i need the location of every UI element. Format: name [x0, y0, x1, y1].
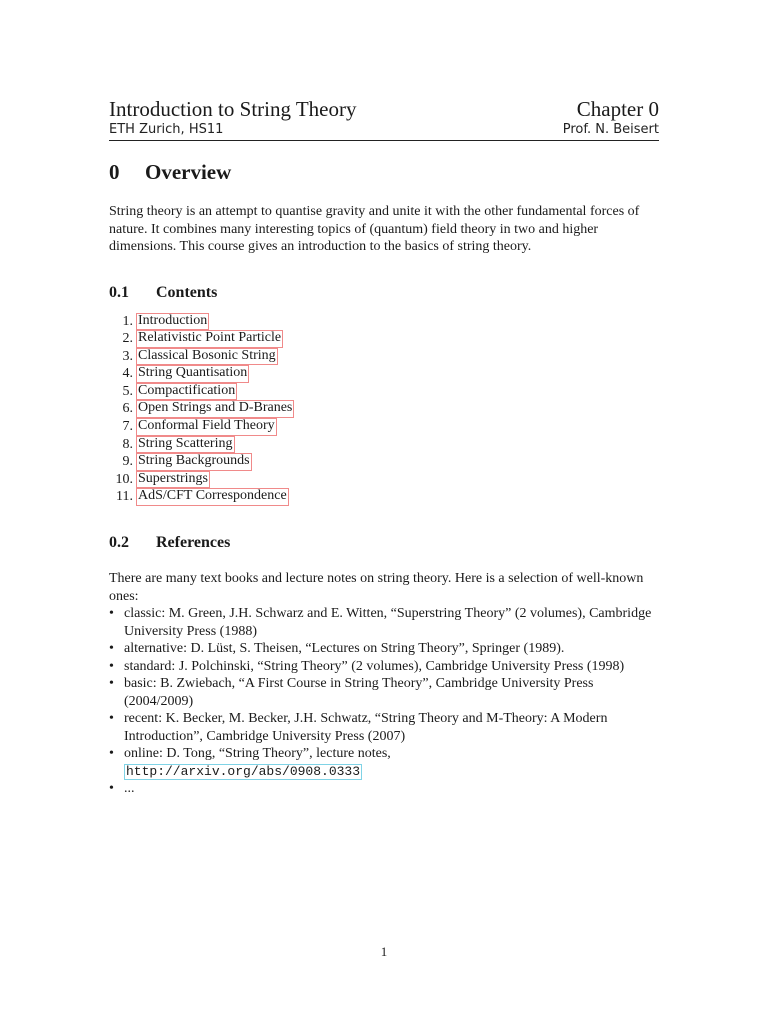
contents-item [109, 471, 659, 489]
contents-item-link[interactable]: Introduction [136, 313, 209, 331]
document-title: Introduction to String Theory [109, 97, 357, 121]
course-label: ETH Zurich, HS11 [109, 122, 224, 137]
contents-item [109, 488, 659, 506]
page-number: 1 [380, 944, 388, 959]
chapter-label: Chapter 0 [576, 97, 659, 121]
reference-text: ... [124, 781, 135, 797]
contents-item-link[interactable]: Superstrings [136, 471, 210, 489]
references-list [109, 605, 659, 798]
reference-text: basic: B. Zwiebach, “A First Course in String Theory”, Cambridge University Press (2004/2009) [124, 676, 594, 709]
contents-item-number: 4. [122, 366, 133, 382]
reference-item [109, 710, 659, 745]
reference-body [124, 675, 659, 710]
contents-item [109, 330, 659, 348]
contents-item [109, 453, 659, 471]
bullet-icon: • [109, 781, 114, 797]
contents-item-number: 5. [122, 383, 133, 399]
contents-item [109, 348, 659, 366]
contents-item-number: 3. [122, 348, 133, 364]
reference-body [124, 710, 659, 745]
running-subheader [109, 122, 659, 138]
reference-url-link[interactable]: http://arxiv.org/abs/0908.0333 [126, 763, 361, 779]
references-heading [109, 533, 659, 553]
author-label: Prof. N. Beisert [562, 122, 659, 137]
section-heading [109, 159, 659, 185]
reference-text: recent: K. Becker, M. Becker, J.H. Schwatz, “String Theory and M-Theory: A Modern Introduction”, Cambridge University Press (2007) [124, 711, 608, 744]
contents-item [109, 436, 659, 454]
contents-item-number: 7. [122, 419, 133, 435]
contents-item-link[interactable]: String Backgrounds [136, 453, 252, 471]
contents-item-number: 8. [122, 436, 133, 452]
bullet-icon: • [109, 676, 114, 692]
document-page [109, 96, 659, 798]
contents-item-link[interactable]: Open Strings and D-Branes [136, 400, 294, 418]
references-intro: There are many text books and lecture notes on string theory. Here is a selection of well-known ones: [109, 571, 644, 604]
contents-item-link[interactable]: String Scattering [136, 436, 235, 454]
contents-item-number: 11. [116, 489, 133, 505]
contents-item-number: 6. [122, 401, 133, 417]
references-title: References [156, 534, 231, 552]
contents-title: Contents [156, 283, 218, 301]
contents-item [109, 383, 659, 401]
contents-heading [109, 283, 659, 303]
reference-text: standard: J. Polchinski, “String Theory” (2 volumes), Cambridge University Press (1998) [124, 658, 625, 674]
reference-text: alternative: D. Lüst, S. Theisen, “Lectures on String Theory”, Springer (1989). [124, 641, 565, 657]
contents-item-number: 9. [122, 454, 133, 470]
contents-item-number: 10. [115, 471, 133, 487]
reference-body [124, 658, 624, 676]
reference-item [109, 640, 659, 658]
reference-item [109, 745, 659, 780]
contents-item-link[interactable]: String Quantisation [136, 365, 249, 383]
bullet-icon: • [109, 641, 114, 657]
reference-text: classic: M. Green, J.H. Schwarz and E. Witten, “Superstring Theory” (2 volumes), Cambridge University Press (1988) [124, 606, 652, 639]
reference-body [124, 780, 135, 798]
contents-item-number: 2. [122, 331, 133, 347]
reference-item [109, 605, 659, 640]
bullet-icon: • [109, 606, 114, 622]
reference-body [124, 605, 659, 640]
contents-list [109, 313, 659, 507]
contents-number: 0.1 [109, 283, 129, 301]
section-number: 0 [109, 160, 120, 184]
section-intro: String theory is an attempt to quantise gravity and unite it with the other fundamental forces of nature. It combines many interesting topics of (quantum) field theory in two and higher dimensions. This course gives an introduction to the basics of string theory. [109, 204, 640, 254]
contents-item-link[interactable]: Relativistic Point Particle [136, 330, 283, 348]
reference-body [124, 640, 564, 658]
contents-item-link[interactable]: Compactification [136, 383, 237, 401]
contents-item-number: 1. [122, 313, 133, 329]
references-number: 0.2 [109, 534, 129, 552]
contents-item [109, 313, 659, 331]
reference-body [124, 745, 391, 780]
contents-item [109, 418, 659, 436]
bullet-icon: • [109, 658, 114, 674]
contents-item-link[interactable]: Conformal Field Theory [136, 418, 277, 436]
contents-item-link[interactable]: Classical Bosonic String [136, 348, 278, 366]
section-title: Overview [145, 160, 232, 184]
bullet-icon: • [109, 711, 114, 727]
bullet-icon: • [109, 746, 114, 762]
running-header [109, 96, 659, 122]
header-rule [109, 140, 659, 141]
reference-text: online: D. Tong, “String Theory”, lecture notes, [124, 746, 391, 762]
contents-item [109, 365, 659, 383]
reference-item [109, 780, 659, 798]
contents-item [109, 400, 659, 418]
contents-item-link[interactable]: AdS/CFT Correspondence [136, 488, 289, 506]
reference-item [109, 658, 659, 676]
reference-item [109, 675, 659, 710]
